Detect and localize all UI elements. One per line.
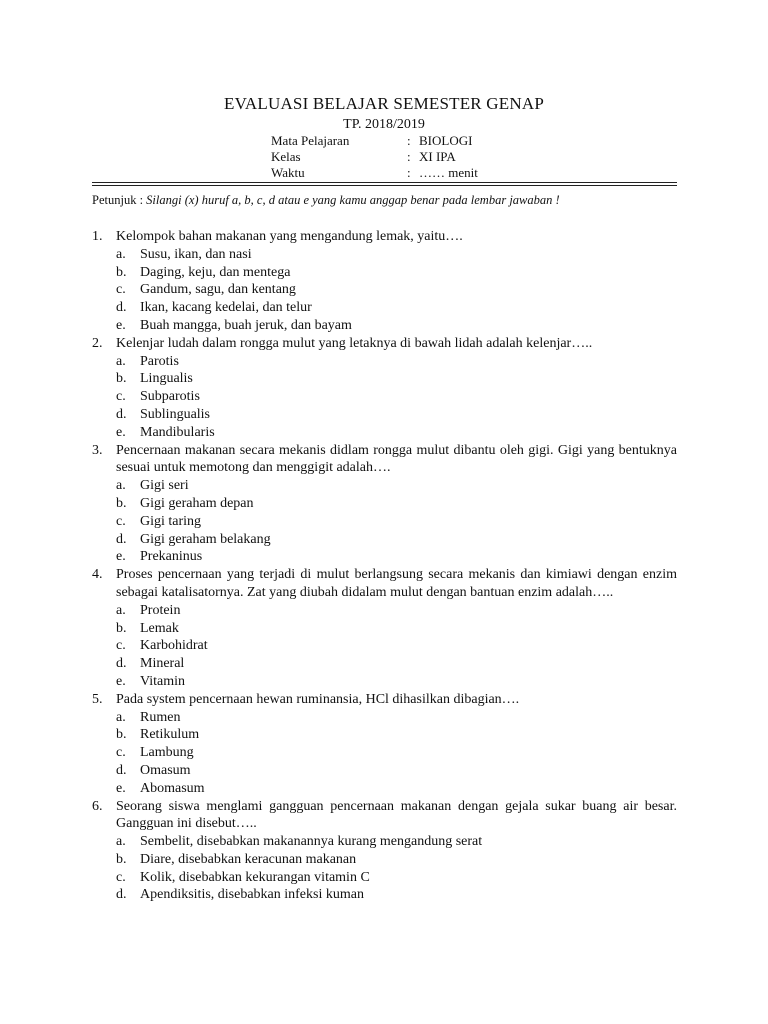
option-text: Susu, ikan, dan nasi — [140, 246, 252, 262]
option-text: Lemak — [140, 620, 179, 636]
answer-option — [116, 709, 677, 727]
answer-option — [116, 833, 677, 851]
option-text: Mandibularis — [140, 424, 215, 440]
option-letter: b. — [116, 620, 127, 636]
option-letter: e. — [116, 780, 126, 796]
option-letter: a. — [116, 246, 126, 262]
answer-option — [116, 869, 677, 887]
option-letter: a. — [116, 834, 126, 850]
option-text: Apendiksitis, disebabkan infeksi kuman — [140, 887, 364, 903]
option-text: Mineral — [140, 656, 185, 672]
option-text: Rumen — [140, 709, 181, 725]
question-item — [92, 566, 677, 691]
option-letter: b. — [116, 371, 127, 387]
answer-option — [116, 264, 677, 282]
answer-option — [116, 424, 677, 442]
option-text: Gigi seri — [140, 478, 189, 494]
info-value: BIOLOGI — [419, 133, 473, 148]
instructions — [92, 193, 560, 208]
question-item — [92, 442, 677, 567]
option-letter: e. — [116, 317, 126, 333]
answer-option — [116, 477, 677, 495]
option-letter: e. — [116, 424, 126, 440]
answer-option — [116, 495, 677, 513]
question-number: 4. — [92, 567, 103, 583]
question-text: Pencernaan makanan secara mekanis didlam rongga mulut dibantu oleh gigi. Gigi yang bentuknya sesuai untuk memotong dan menggigit adalah…. — [116, 442, 677, 476]
info-label: Mata Pelajaran — [271, 133, 350, 148]
option-letter: a. — [116, 353, 126, 369]
answer-option — [116, 317, 677, 335]
option-text: Gigi geraham belakang — [140, 531, 271, 547]
answer-option — [116, 673, 677, 691]
answer-option — [116, 886, 677, 904]
answer-option — [116, 406, 677, 424]
option-text: Retikulum — [140, 727, 200, 743]
option-letter: e. — [116, 549, 126, 565]
option-letter: d. — [116, 656, 127, 672]
answer-option — [116, 780, 677, 798]
answer-option — [116, 548, 677, 566]
option-letter: c. — [116, 745, 126, 761]
answer-option — [116, 388, 677, 406]
option-letter: c. — [116, 282, 126, 298]
info-separator: : — [407, 165, 411, 180]
option-text: Gigi geraham depan — [140, 495, 254, 511]
answer-option — [116, 513, 677, 531]
answer-option — [116, 744, 677, 762]
info-separator: : — [407, 149, 411, 164]
option-letter: a. — [116, 478, 126, 494]
option-text: Daging, keju, dan mentega — [140, 264, 291, 280]
option-text: Sembelit, disebabkan makanannya kurang mengandung serat — [140, 834, 483, 850]
option-text: Prekaninus — [140, 549, 203, 565]
header-divider — [92, 182, 677, 183]
option-text: Subparotis — [140, 389, 200, 405]
option-letter: d. — [116, 887, 127, 903]
answer-option — [116, 655, 677, 673]
option-letter: c. — [116, 638, 126, 654]
question-number: 1. — [92, 229, 103, 244]
answer-option — [116, 531, 677, 549]
question-item — [92, 228, 677, 335]
option-letter: b. — [116, 495, 127, 511]
question-text: Kelompok bahan makanan yang mengandung lemak, yaitu…. — [116, 229, 463, 244]
option-text: Omasum — [140, 762, 191, 778]
option-letter: a. — [116, 709, 126, 725]
answer-option — [116, 299, 677, 317]
option-text: Karbohidrat — [140, 638, 208, 654]
option-text: Gandum, sagu, dan kentang — [140, 282, 296, 298]
question-text: Proses pencernaan yang terjadi di mulut berlangsung secara mekanis dan kimiawi dengan enzim sebagai katalisatornya. Zat yang diubah didalam mulut dengan bantuan enzim adalah….. — [116, 567, 677, 600]
option-letter: a. — [116, 602, 126, 618]
option-letter: e. — [116, 673, 126, 689]
question-number: 5. — [92, 691, 103, 707]
question-text: Seorang siswa menglami gangguan pencernaan makanan dengan gejala sukar buang air besar. Gangguan ini disebut….. — [116, 798, 677, 832]
info-label: Kelas — [271, 149, 301, 164]
question-text: Kelenjar ludah dalam rongga mulut yang letaknya di bawah lidah adalah kelenjar….. — [116, 335, 593, 351]
option-letter: d. — [116, 406, 127, 422]
question-item — [92, 335, 677, 442]
answer-option — [116, 637, 677, 655]
answer-option — [116, 620, 677, 638]
option-text: Lambung — [140, 745, 194, 761]
info-label: Waktu — [271, 165, 305, 180]
option-letter: d. — [116, 531, 127, 547]
option-text: Buah mangga, buah jeruk, dan bayam — [140, 317, 352, 333]
option-letter: c. — [116, 513, 126, 529]
option-text: Abomasum — [140, 780, 205, 796]
option-letter: c. — [116, 389, 126, 405]
option-text: Diare, disebabkan keracunan makanan — [140, 851, 357, 867]
instruction-label: Petunjuk : — [92, 193, 147, 207]
header-divider — [92, 185, 677, 186]
option-text: Gigi taring — [140, 513, 202, 529]
answer-option — [116, 246, 677, 264]
option-text: Sublingualis — [140, 406, 211, 422]
question-number: 2. — [92, 335, 103, 351]
option-letter: b. — [116, 851, 127, 867]
question-list — [92, 228, 677, 904]
answer-option — [116, 602, 677, 620]
school-year: TP. 2018/2019 — [343, 117, 425, 132]
info-value: XI IPA — [419, 149, 456, 164]
option-letter: b. — [116, 727, 127, 743]
option-letter: c. — [116, 869, 126, 885]
option-text: Vitamin — [140, 673, 186, 689]
question-item — [92, 691, 677, 798]
info-value: …… menit — [419, 165, 478, 180]
option-text: Kolik, disebabkan kekurangan vitamin C — [140, 869, 370, 885]
answer-option — [116, 726, 677, 744]
option-letter: d. — [116, 300, 127, 316]
option-text: Parotis — [140, 353, 179, 369]
option-text: Ikan, kacang kedelai, dan telur — [140, 300, 312, 316]
instruction-text: Silangi (x) huruf a, b, c, d atau e yang kamu anggap benar pada lembar jawaban ! — [146, 193, 560, 207]
answer-option — [116, 281, 677, 299]
answer-option — [116, 851, 677, 869]
option-letter: b. — [116, 264, 127, 280]
answer-option — [116, 370, 677, 388]
answer-option — [116, 353, 677, 371]
question-number: 3. — [92, 442, 103, 458]
page-title: EVALUASI BELAJAR SEMESTER GENAP — [224, 94, 544, 113]
question-number: 6. — [92, 798, 103, 814]
question-text: Pada system pencernaan hewan ruminansia, HCl dihasilkan dibagian…. — [116, 691, 520, 707]
option-text: Protein — [140, 602, 181, 618]
option-letter: d. — [116, 762, 127, 778]
option-text: Lingualis — [140, 371, 193, 387]
answer-option — [116, 762, 677, 780]
question-item — [92, 798, 677, 905]
info-separator: : — [407, 133, 411, 148]
